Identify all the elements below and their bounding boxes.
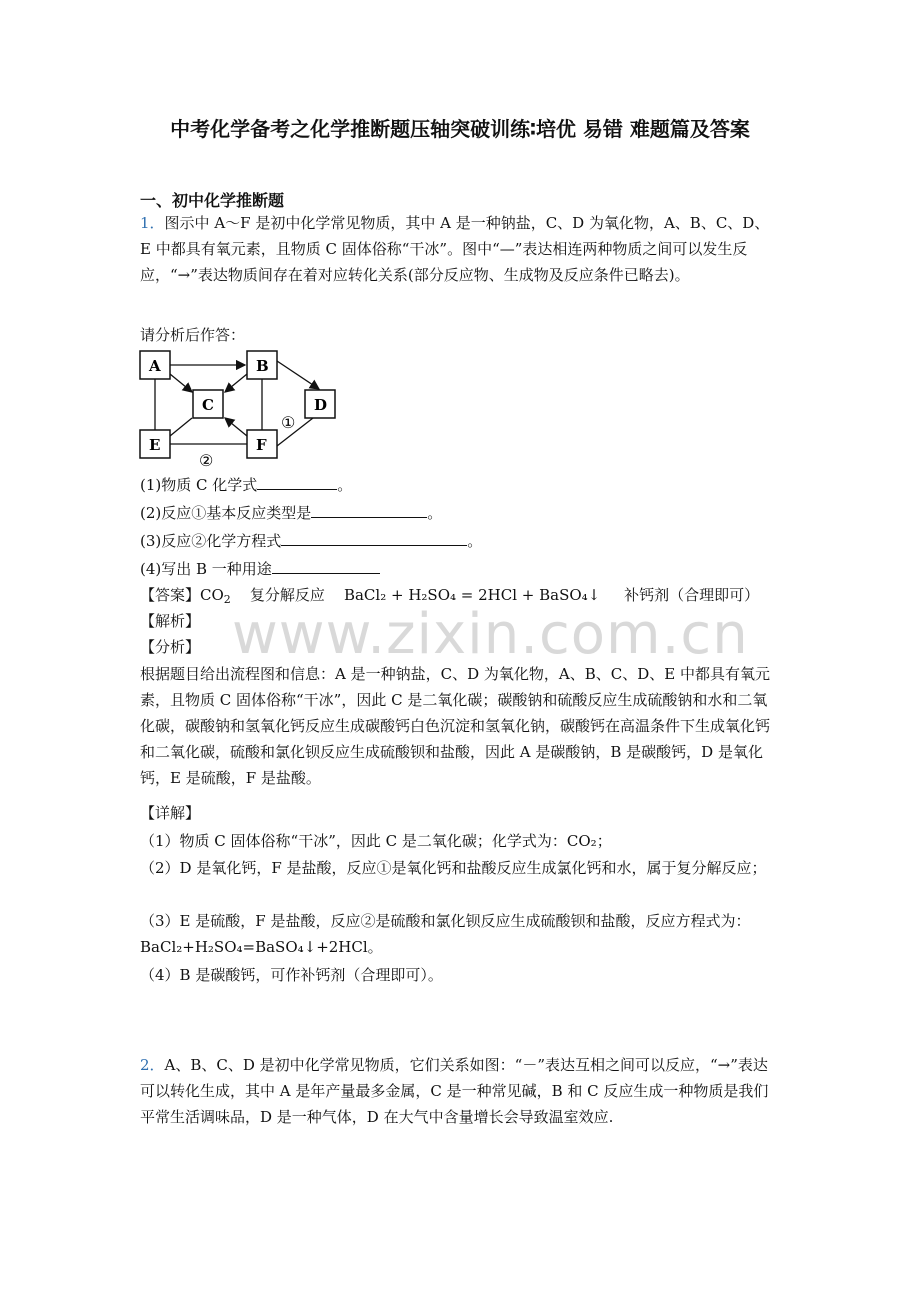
detail-1: （1）物质 C 固体俗称“干冰”，因此 C 是二氧化碳；化学式为：CO₂； <box>140 832 612 850</box>
answer-blank-4[interactable] <box>272 557 380 574</box>
reaction-mark-2: ② <box>199 451 214 470</box>
sub-question-3: (3)反应②化学方程式 。 <box>140 528 482 554</box>
answer-2: 复分解反应 <box>249 586 325 604</box>
answer-label: 【答案】 <box>140 586 201 604</box>
detail-2: （2）D 是氧化钙，F 是盐酸，反应①是氧化钙和盐酸反应生成氯化钙和水，属于复分解反应； <box>140 859 767 877</box>
fenxi-text: 根据题目给出流程图和信息：A 是一种钠盐，C、D 为氧化物，A、B、C、D、E 中都具有氧元素，且物质 C 固体俗称“干冰”，因此 C 是二氧化碳；碳酸钠和硫酸反应生成硫酸钠和水和二氧化碳，碳酸钠和氢氧化钙反应生成碳酸钙白色沉淀和氢氧化钠，碳酸钙在高温条件下生成氧化钙和二氧化碳，硫酸和氯化钡反应生成硫酸钡和盐酸，因此 A 是碳酸钠，B 是碳酸钙，D 是氧化钙，E 是硫酸，F 是盐酸。 <box>140 665 771 787</box>
question-2-text: A、B、C、D 是初中化学常见物质，它们关系如图：“－”表达互相之间可以反应，“→”表达可以转化生成，其中 A 是年产量最多金属，C 是一种常见碱，B 和 C 反应生成一种物质是我们平常生活调味品，D 是一种气体，D 在大气中含量增长会导致温室效应. <box>140 1056 769 1126</box>
sub-question-1: (1)物质 C 化学式 。 <box>140 472 352 498</box>
sub-question-2: (2)反应①基本反应类型是 。 <box>140 500 442 526</box>
reaction-mark-1: ① <box>281 413 296 432</box>
question-1-number: 1． <box>140 214 165 232</box>
answer-1: CO <box>200 586 224 604</box>
answer-blank-1[interactable] <box>257 473 337 490</box>
answer-blank-3[interactable] <box>281 529 467 546</box>
node-a-label: A <box>149 357 161 375</box>
analysis-label: 【解析】 <box>140 612 201 630</box>
answer-3: BaCl₂ + H₂SO₄ = 2HCl + BaSO₄↓ <box>343 586 601 604</box>
detail-label: 【详解】 <box>140 804 201 822</box>
node-d-label: D <box>314 396 328 414</box>
question-1-stem <box>140 210 780 288</box>
question-2-number: 2． <box>140 1056 165 1074</box>
reaction-diagram <box>137 346 342 470</box>
node-e-label: E <box>149 436 161 454</box>
watermark: www.zixin.com.cn <box>232 602 749 667</box>
node-f-label: F <box>256 436 267 454</box>
question-1-text: 图示中 A～F 是初中化学常见物质，其中 A 是一种钠盐，C、D 为氧化物，A、B、C、D、E 中都具有氧元素，且物质 C 固体俗称“干冰”。图中“—”表达相连两种物质之间可以发生反应，“→”表达物质间存在着对应转化关系(部分反应物、生成物及反应条件已略去)。 <box>140 214 770 284</box>
answer-4: 补钙剂（合理即可） <box>624 586 760 604</box>
document-title: 中考化学备考之化学推断题压轴突破训练∶培优 易错 难题篇及答案 <box>170 117 750 141</box>
answer-line: 【答案】$CO_2$ 复分解反应 BaCl₂ + H₂SO₄ = 2HCl + BaSO₄↓ 补钙剂（合理即可） <box>140 586 760 606</box>
node-c-label: C <box>202 396 214 414</box>
answer-blank-2[interactable] <box>311 501 427 518</box>
node-b-label: B <box>256 357 269 375</box>
sub-question-4: (4)写出 B 一种用途 <box>140 556 380 582</box>
detail-4: （4）B 是碳酸钙，可作补钙剂（合理即可）。 <box>140 966 443 984</box>
detail-3: （3）E 是硫酸，F 是盐酸，反应②是硫酸和氯化钡反应生成硫酸钡和盐酸，反应方程式为：BaCl₂+H₂SO₄=BaSO₄↓+2HCl。 <box>140 912 751 956</box>
question-1-prompt: 请分析后作答： <box>140 326 246 344</box>
fenxi-label: 【分析】 <box>140 638 201 656</box>
section-heading: 一、初中化学推断题 <box>140 191 285 210</box>
question-2-stem <box>140 1052 780 1130</box>
